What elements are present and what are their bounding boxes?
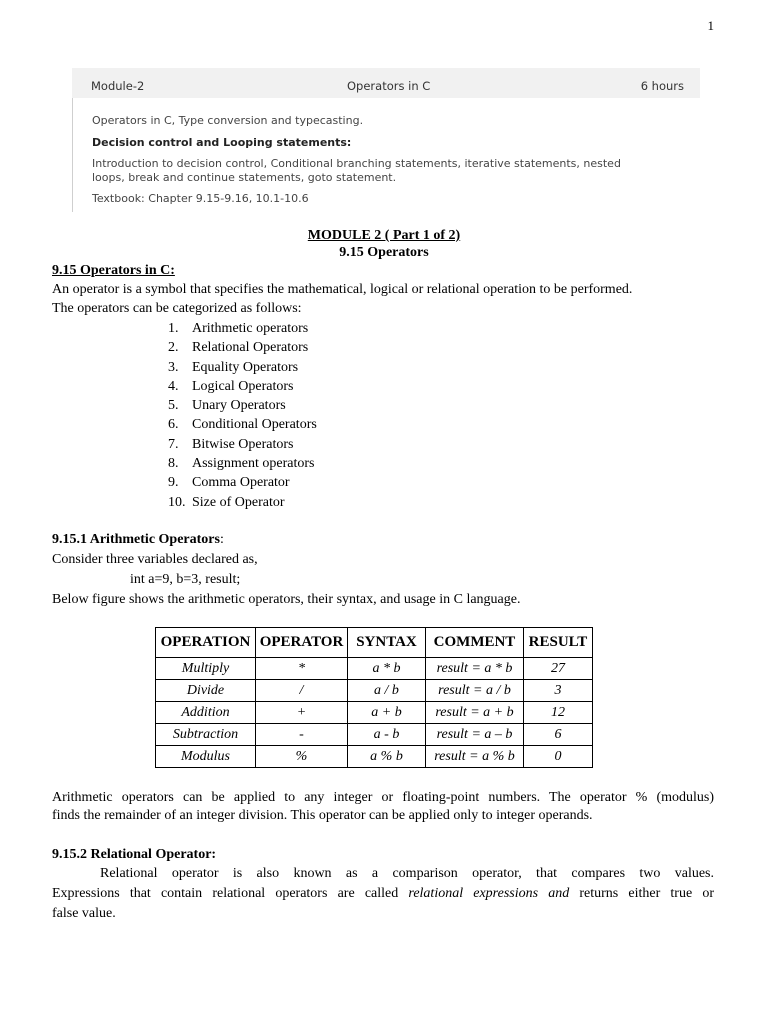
list-item: 2. Relational Operators	[168, 340, 309, 356]
document-subtitle: 9.15 Operators	[339, 245, 429, 260]
module-description-line: Introduction to decision control, Conditional branching statements, iterative statements, nested	[92, 157, 621, 170]
table-cell: 27	[524, 658, 593, 680]
module-body	[72, 98, 700, 212]
paragraph: Consider three variables declared as,	[52, 552, 258, 567]
table-cell: Addition	[156, 702, 256, 724]
section-heading-arithmetic: 9.15.1 Arithmetic Operators:	[52, 532, 224, 547]
table-header-row	[156, 628, 593, 658]
module-name: Module-2	[91, 79, 145, 93]
table-cell: a / b	[348, 680, 426, 702]
table-cell: 6	[524, 724, 593, 746]
module-header	[72, 68, 700, 98]
module-textbook: Textbook: Chapter 9.15-9.16, 10.1-10.6	[92, 192, 309, 205]
section-heading-relational: 9.15.2 Relational Operator:	[52, 847, 217, 862]
table-cell: 0	[524, 746, 593, 768]
table-row	[156, 680, 593, 702]
table-cell: a - b	[348, 724, 426, 746]
table-cell: %	[256, 746, 348, 768]
list-item: 9. Comma Operator	[168, 475, 290, 491]
list-item: 10. Size of Operator	[168, 494, 285, 510]
column-header: RESULT	[524, 628, 593, 658]
table-cell: Subtraction	[156, 724, 256, 746]
table-row	[156, 746, 593, 768]
table-cell: result = a / b	[426, 680, 524, 702]
column-header: OPERATION	[156, 628, 256, 658]
table-cell: result = a % b	[426, 746, 524, 768]
paragraph: The operators can be categorized as follows:	[52, 301, 302, 316]
paragraph: Arithmetic operators can be applied to any integer or floating-point numbers. The operator % (modulus)	[52, 790, 714, 805]
table-cell: +	[256, 702, 348, 724]
table-row	[156, 724, 593, 746]
column-header: OPERATOR	[256, 628, 348, 658]
table-cell: a + b	[348, 702, 426, 724]
paragraph: finds the remainder of an integer division. This operator can be applied only to integer operands.	[52, 808, 593, 823]
paragraph: Expressions that contain relational operators are called relational expressions and returns either true or	[52, 886, 714, 901]
list-item: 4. Logical Operators	[168, 378, 294, 394]
list-item: 6. Conditional Operators	[168, 417, 317, 433]
column-header: COMMENT	[426, 628, 524, 658]
table-cell: Modulus	[156, 746, 256, 768]
table-cell: Divide	[156, 680, 256, 702]
table-cell: Multiply	[156, 658, 256, 680]
paragraph: Below figure shows the arithmetic operators, their syntax, and usage in C language.	[52, 592, 521, 607]
module-description-line: loops, break and continue statements, goto statement.	[92, 171, 397, 184]
table-cell: result = a * b	[426, 658, 524, 680]
table-cell: a % b	[348, 746, 426, 768]
arithmetic-operators-table	[155, 627, 593, 768]
paragraph: Relational operator is also known as a comparison operator, that compares two values.	[100, 866, 714, 881]
list-item: 7. Bitwise Operators	[168, 436, 294, 452]
table-cell: result = a + b	[426, 702, 524, 724]
column-header: SYNTAX	[348, 628, 426, 658]
section-heading-operators: 9.15 Operators in C:	[52, 263, 175, 278]
list-item: 1. Arithmetic operators	[168, 321, 309, 336]
paragraph: An operator is a symbol that specifies the mathematical, logical or relational operation to be performed.	[52, 282, 633, 297]
list-item: 8. Assignment operators	[168, 456, 315, 472]
table-cell: 12	[524, 702, 593, 724]
list-item: 5. Unary Operators	[168, 398, 286, 414]
table-cell: 3	[524, 680, 593, 702]
table-row	[156, 658, 593, 680]
table-cell: result = a – b	[426, 724, 524, 746]
table-cell: a * b	[348, 658, 426, 680]
table-cell: /	[256, 680, 348, 702]
table-cell: *	[256, 658, 348, 680]
module-hours: 6 hours	[640, 79, 684, 93]
table-cell: -	[256, 724, 348, 746]
module-subheading: Decision control and Looping statements:	[92, 136, 352, 149]
list-item: 3. Equality Operators	[168, 359, 299, 375]
module-topics: Operators in C, Type conversion and typecasting.	[92, 114, 364, 127]
module-title: Operators in C	[347, 79, 431, 93]
operator-category-list	[168, 319, 317, 512]
page-number: 1	[707, 18, 714, 33]
code-declaration: int a=9, b=3, result;	[130, 572, 241, 587]
paragraph: false value.	[52, 906, 116, 921]
document-title: MODULE 2 ( Part 1 of 2)	[307, 228, 461, 243]
module-syllabus-box	[72, 68, 700, 212]
table-row	[156, 702, 593, 724]
